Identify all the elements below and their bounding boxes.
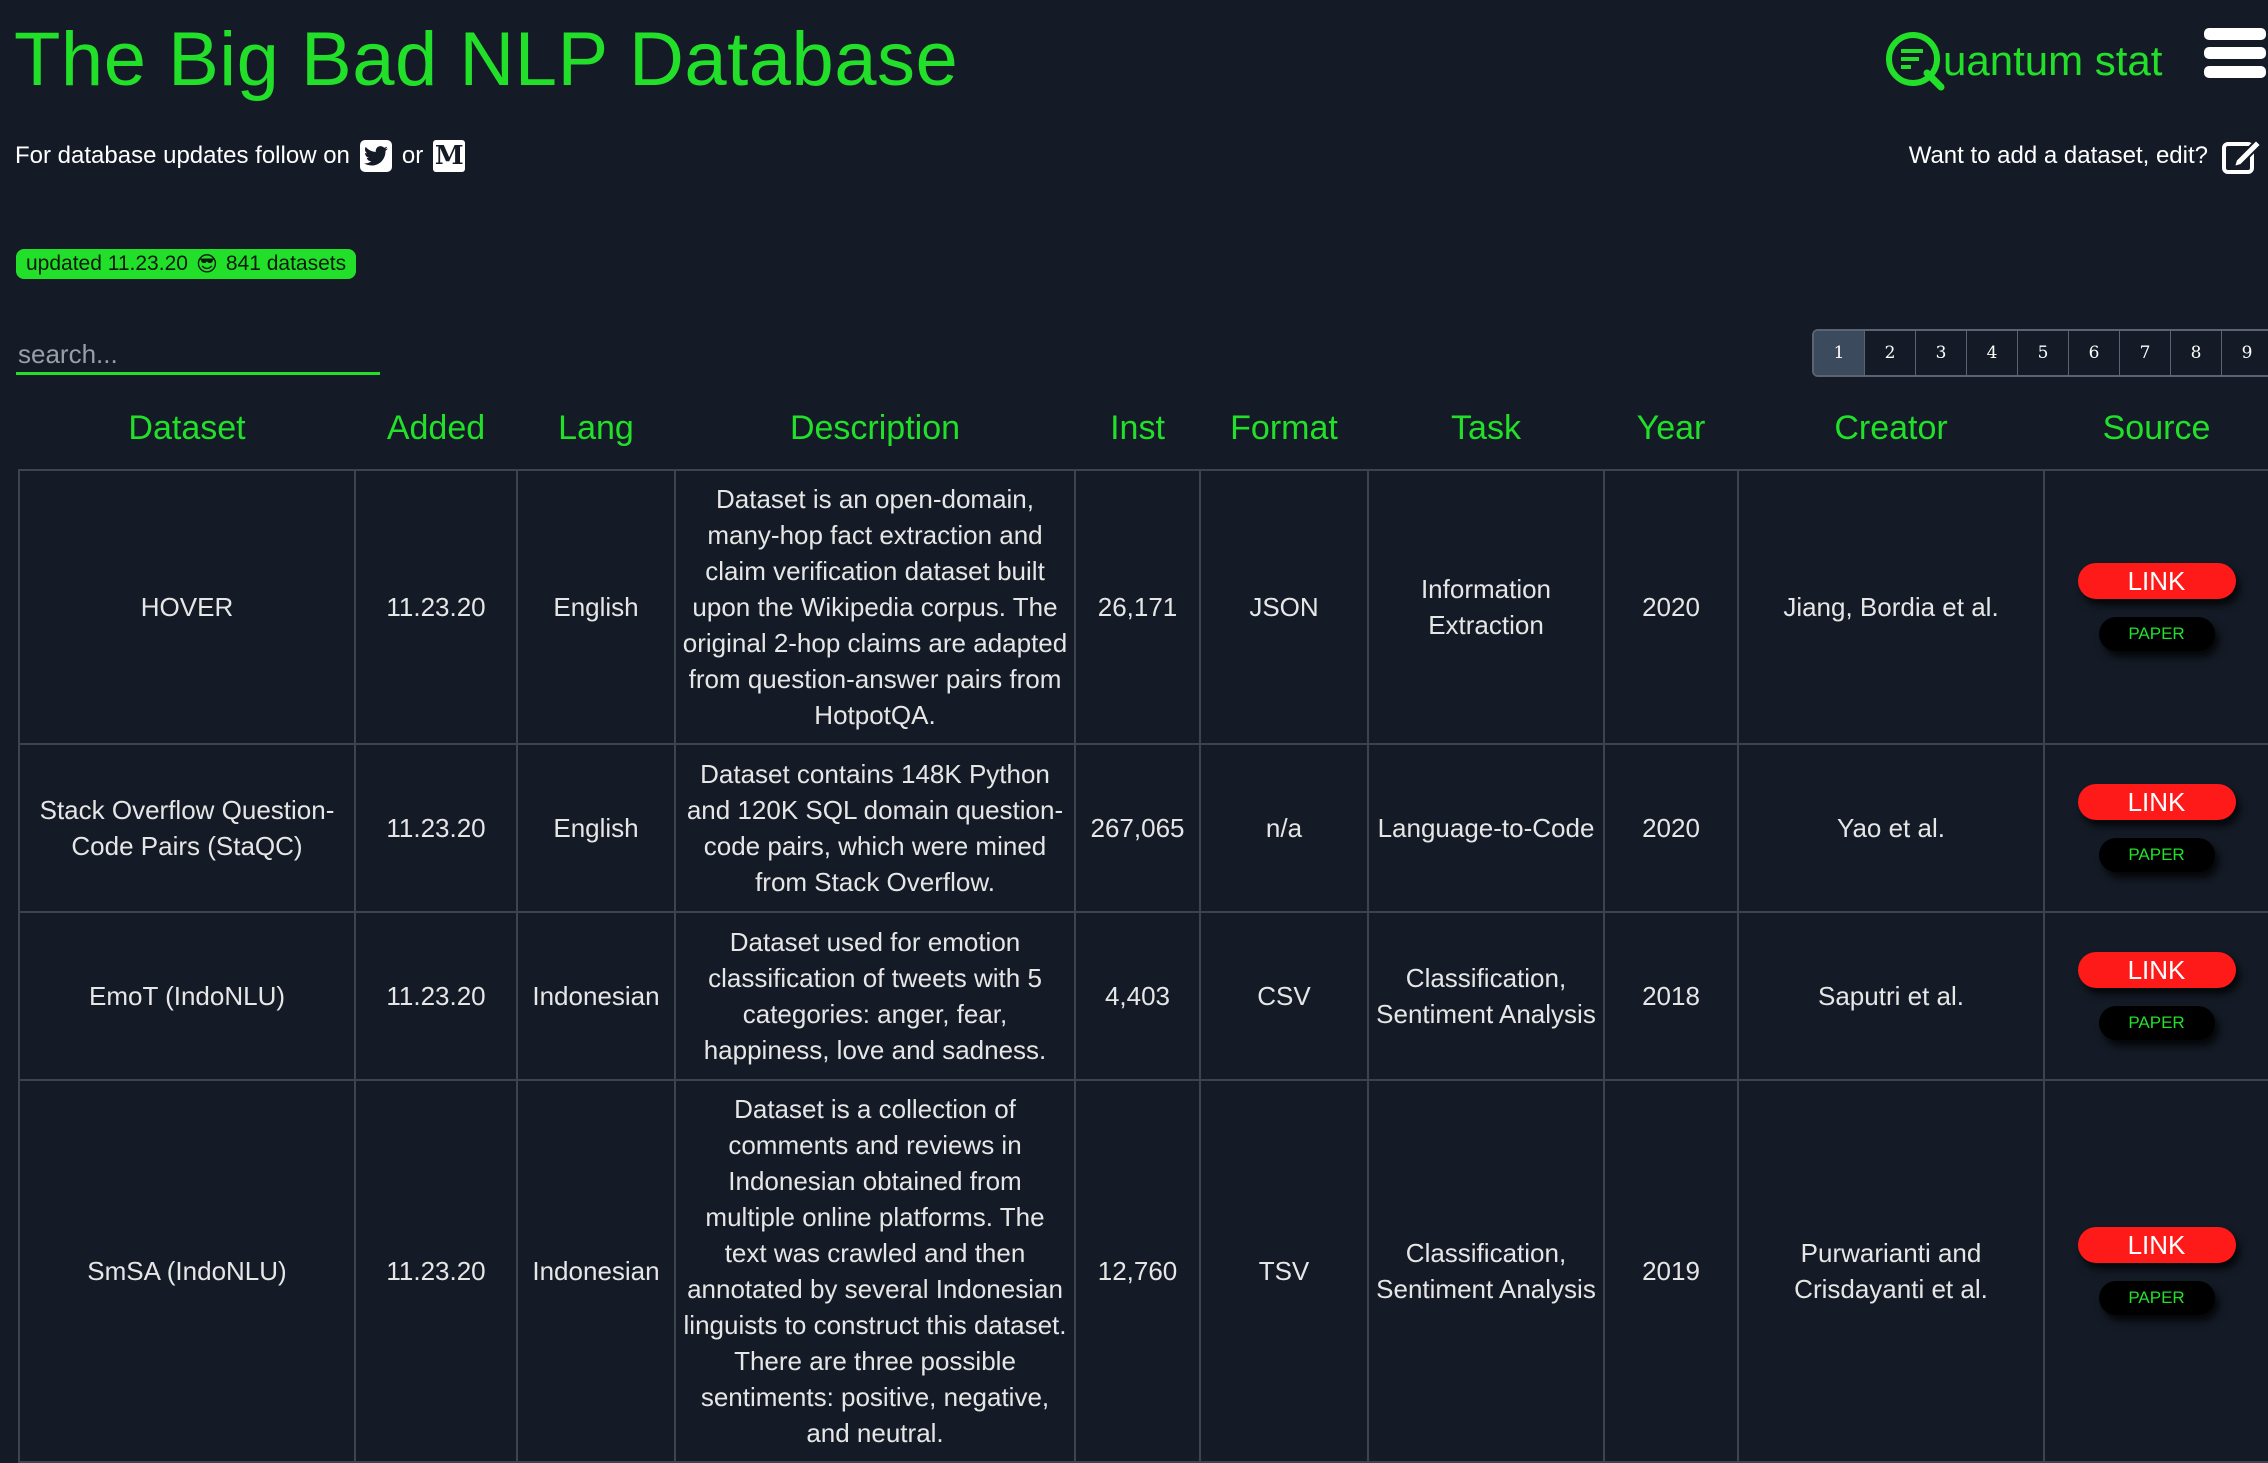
cell-inst: 12,760 <box>1075 1080 1200 1462</box>
table-row <box>19 912 2268 1080</box>
update-badge <box>16 249 356 279</box>
cell-format: CSV <box>1200 912 1368 1080</box>
cell-dataset: EmoT (IndoNLU) <box>19 912 355 1080</box>
follow-line <box>15 140 465 172</box>
cell-added: 11.23.20 <box>355 744 517 912</box>
cell-inst: 4,403 <box>1075 912 1200 1080</box>
page-button-8[interactable]: 8 <box>2171 331 2222 375</box>
cell-format: JSON <box>1200 470 1368 744</box>
page-title: The Big Bad NLP Database <box>14 17 959 102</box>
cell-dataset: Stack Overflow Question-Code Pairs (StaQC) <box>19 744 355 912</box>
cell-year: 2019 <box>1604 1080 1738 1462</box>
brand-name: uantum stat <box>1943 37 2163 84</box>
cell-inst: 267,065 <box>1075 744 1200 912</box>
column-header-task[interactable]: Task <box>1451 408 1521 447</box>
cell-task: Language-to-Code <box>1368 744 1604 912</box>
cell-task: Information Extraction <box>1368 470 1604 744</box>
paper-button[interactable]: PAPER <box>2099 617 2215 651</box>
twitter-icon[interactable] <box>360 140 392 172</box>
cell-year: 2020 <box>1604 470 1738 744</box>
cell-description: Dataset contains 148K Python and 120K SQL domain question-code pairs, which were mined from Stack Overflow. <box>675 744 1075 912</box>
cell-lang: Indonesian <box>517 912 675 1080</box>
cell-lang: English <box>517 744 675 912</box>
edit-icon <box>2222 138 2262 174</box>
column-header-format[interactable]: Format <box>1230 408 1338 447</box>
sunglasses-emoji-icon: 😎 <box>195 252 218 276</box>
page-button-6[interactable]: 6 <box>2069 331 2120 375</box>
cell-lang: Indonesian <box>517 1080 675 1462</box>
page-button-1[interactable]: 1 <box>1814 331 1865 375</box>
table-header-row <box>19 395 2268 470</box>
column-header-inst[interactable]: Inst <box>1110 408 1165 447</box>
cell-creator: Saputri et al. <box>1738 912 2044 1080</box>
quantum-stat-q-icon <box>1883 29 1947 93</box>
cell-source <box>2044 470 2268 744</box>
cell-added: 11.23.20 <box>355 1080 517 1462</box>
paper-button[interactable]: PAPER <box>2099 1281 2215 1315</box>
table-row <box>19 470 2268 744</box>
table-row <box>19 744 2268 912</box>
or-text: or <box>401 142 424 169</box>
medium-icon[interactable]: M <box>434 141 464 171</box>
add-dataset-link[interactable] <box>1909 138 2262 174</box>
cell-dataset: HOVER <box>19 470 355 744</box>
dataset-count: 841 datasets <box>225 252 347 275</box>
column-header-creator[interactable]: Creator <box>1834 408 1948 447</box>
cell-source <box>2044 744 2268 912</box>
cell-task: Classification, Sentiment Analysis <box>1368 1080 1604 1462</box>
page-button-3[interactable]: 3 <box>1916 331 1967 375</box>
pagination <box>1812 329 2268 377</box>
cell-description: Dataset used for emotion classification of tweets with 5 categories: anger, fear, happiness, love and sadness. <box>675 912 1075 1080</box>
cell-creator: Yao et al. <box>1738 744 2044 912</box>
cell-inst: 26,171 <box>1075 470 1200 744</box>
cell-lang: English <box>517 470 675 744</box>
link-button[interactable]: LINK <box>2078 563 2236 599</box>
datasets-table <box>18 395 2268 1463</box>
cell-year: 2020 <box>1604 744 1738 912</box>
cell-source <box>2044 1080 2268 1462</box>
menu-bar <box>2204 47 2266 59</box>
page-button-5[interactable]: 5 <box>2018 331 2069 375</box>
page-button-9[interactable]: 9 <box>2241 343 2253 363</box>
menu-bar <box>2204 66 2266 78</box>
paper-button[interactable]: PAPER <box>2099 838 2215 872</box>
page-button-4[interactable]: 4 <box>1967 331 2018 375</box>
cell-creator: Jiang, Bordia et al. <box>1738 470 2044 744</box>
quantum-stat-logo[interactable] <box>1883 26 2162 96</box>
page-button-7[interactable]: 7 <box>2120 331 2171 375</box>
cell-description: Dataset is an open-domain, many-hop fact extraction and claim verification dataset built upon the Wikipedia corpus. The original 2-hop claims are adapted from question-answer pairs from HotpotQA. <box>675 470 1075 744</box>
column-header-lang[interactable]: Lang <box>558 408 634 447</box>
column-header-added[interactable]: Added <box>386 408 486 447</box>
cell-dataset: SmSA (IndoNLU) <box>19 1080 355 1462</box>
cell-added: 11.23.20 <box>355 470 517 744</box>
cell-creator: Purwarianti and Crisdayanti et al. <box>1738 1080 2044 1462</box>
menu-bar <box>2204 28 2266 40</box>
link-button[interactable]: LINK <box>2078 784 2236 820</box>
cell-task: Classification, Sentiment Analysis <box>1368 912 1604 1080</box>
column-header-description[interactable]: Description <box>789 408 961 447</box>
cell-source <box>2044 912 2268 1080</box>
cell-added: 11.23.20 <box>355 912 517 1080</box>
cell-description: Dataset is a collection of comments and reviews in Indonesian obtained from multiple online platforms. The text was crawled and then annotated by several Indonesian linguists to construct this dataset. There are three possible sentiments: positive, negative, and neutral. <box>675 1080 1075 1462</box>
table-row <box>19 1080 2268 1462</box>
cell-year: 2018 <box>1604 912 1738 1080</box>
add-dataset-text: Want to add a dataset, edit? <box>1908 142 2208 169</box>
column-header-year[interactable]: Year <box>1636 408 1706 447</box>
cell-format: TSV <box>1200 1080 1368 1462</box>
cell-format: n/a <box>1200 744 1368 912</box>
column-header-dataset[interactable]: Dataset <box>128 408 246 447</box>
link-button[interactable]: LINK <box>2078 1227 2236 1263</box>
search-input[interactable] <box>16 336 380 375</box>
hamburger-menu-icon[interactable] <box>2204 28 2266 78</box>
paper-button[interactable]: PAPER <box>2099 1006 2215 1040</box>
page-button-2[interactable]: 2 <box>1865 331 1916 375</box>
follow-text: For database updates follow on <box>15 142 350 169</box>
link-button[interactable]: LINK <box>2078 952 2236 988</box>
updated-date: updated 11.23.20 <box>26 252 188 275</box>
column-header-source[interactable]: Source <box>2102 408 2211 447</box>
